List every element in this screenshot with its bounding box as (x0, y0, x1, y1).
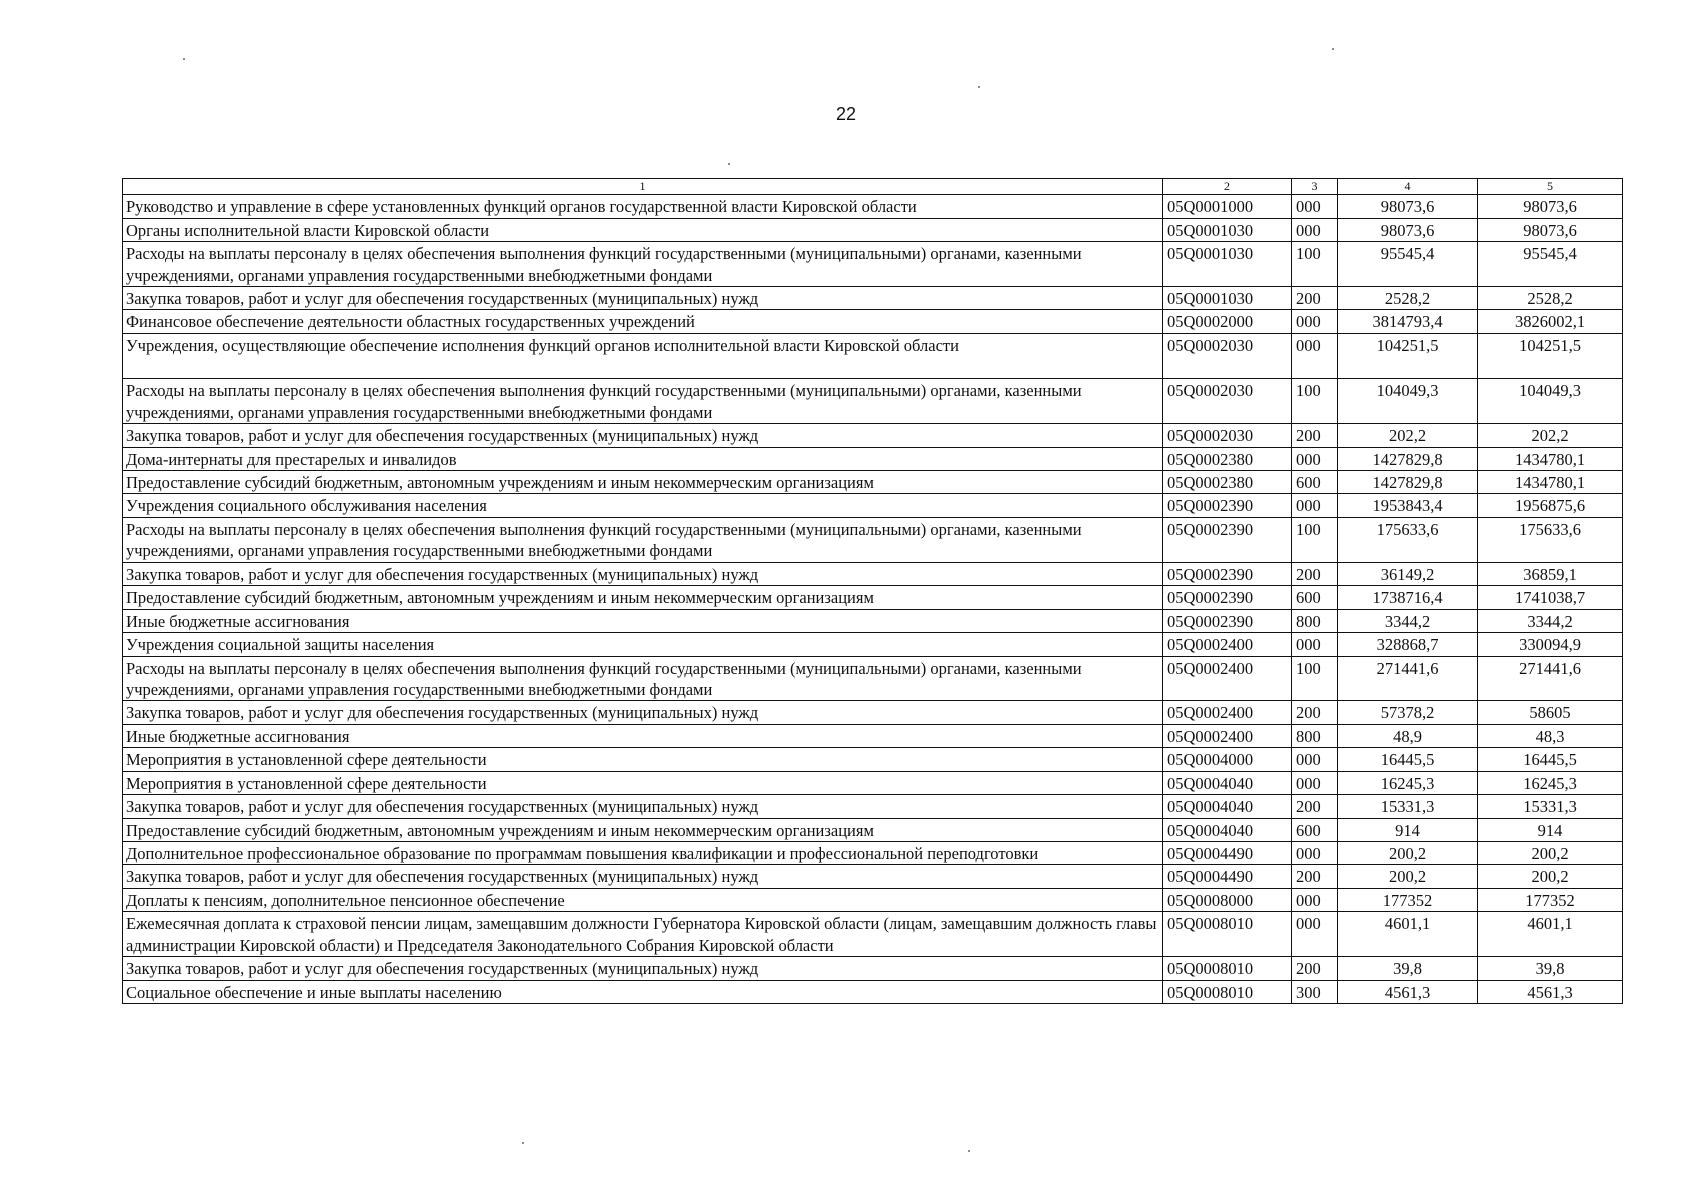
row-code-cell: 05Q0002400 (1163, 724, 1292, 747)
row-value-col4-cell: 177352 (1338, 888, 1478, 911)
column-header-2: 2 (1163, 179, 1292, 195)
row-name-cell: Закупка товаров, работ и услуг для обеспечения государственных (муниципальных) нужд (123, 424, 1163, 447)
row-value-col5-cell: 202,2 (1478, 424, 1623, 447)
scan-speck (183, 58, 185, 60)
row-name-cell: Иные бюджетные ассигнования (123, 609, 1163, 632)
row-value-col4-cell: 36149,2 (1338, 562, 1478, 585)
row-name-cell: Руководство и управление в сфере установленных функций органов государственной власти Кировской области (123, 195, 1163, 218)
row-name-cell: Расходы на выплаты персоналу в целях обеспечения выполнения функций государственными (муниципальными) органами, казенными учреждениями, органами управления государственными внебюджетными фондами (123, 242, 1163, 287)
row-value-col4-cell: 1738716,4 (1338, 586, 1478, 609)
row-value-col5-cell: 58605 (1478, 701, 1623, 724)
scan-speck (968, 1150, 970, 1152)
row-value-col4-cell: 271441,6 (1338, 656, 1478, 701)
row-value-col4-cell: 328868,7 (1338, 633, 1478, 656)
row-value-col4-cell: 200,2 (1338, 842, 1478, 865)
row-code-cell: 05Q0008000 (1163, 888, 1292, 911)
row-expense-type-cell: 200 (1292, 701, 1338, 724)
row-value-col4-cell: 914 (1338, 818, 1478, 841)
row-name-cell: Закупка товаров, работ и услуг для обеспечения государственных (муниципальных) нужд (123, 865, 1163, 888)
scan-speck (728, 163, 730, 165)
row-value-col4-cell: 16445,5 (1338, 748, 1478, 771)
table-row (123, 912, 1623, 957)
table-row (123, 494, 1623, 517)
row-code-cell: 05Q0002400 (1163, 656, 1292, 701)
table-row (123, 633, 1623, 656)
row-value-col5-cell: 914 (1478, 818, 1623, 841)
row-name-cell: Ежемесячная доплата к страховой пенсии лицам, замещавшим должности Губернатора Кировской области (лицам, замещавшим должность главы администрации Кировской области) и Председателя Законодательного Собрания Кировской области (123, 912, 1163, 957)
row-code-cell: 05Q0001030 (1163, 242, 1292, 287)
row-code-cell: 05Q0002400 (1163, 701, 1292, 724)
row-value-col5-cell: 2528,2 (1478, 286, 1623, 309)
row-value-col4-cell: 104049,3 (1338, 379, 1478, 424)
scan-speck (522, 1142, 524, 1144)
row-expense-type-cell: 300 (1292, 980, 1338, 1003)
row-value-col5-cell: 4601,1 (1478, 912, 1623, 957)
row-value-col4-cell: 57378,2 (1338, 701, 1478, 724)
row-expense-type-cell: 200 (1292, 795, 1338, 818)
row-code-cell: 05Q0008010 (1163, 980, 1292, 1003)
row-value-col4-cell: 1427829,8 (1338, 471, 1478, 494)
table-row (123, 888, 1623, 911)
table-row (123, 865, 1623, 888)
row-code-cell: 05Q0002390 (1163, 494, 1292, 517)
table-row (123, 379, 1623, 424)
row-code-cell: 05Q0002390 (1163, 562, 1292, 585)
table-body (123, 195, 1623, 1004)
row-expense-type-cell: 000 (1292, 842, 1338, 865)
budget-table (122, 178, 1623, 1004)
row-value-col4-cell: 95545,4 (1338, 242, 1478, 287)
row-value-col5-cell: 177352 (1478, 888, 1623, 911)
row-code-cell: 05Q0008010 (1163, 957, 1292, 980)
row-name-cell: Закупка товаров, работ и услуг для обеспечения государственных (муниципальных) нужд (123, 701, 1163, 724)
row-expense-type-cell: 100 (1292, 379, 1338, 424)
row-code-cell: 05Q0002380 (1163, 471, 1292, 494)
row-name-cell: Закупка товаров, работ и услуг для обеспечения государственных (муниципальных) нужд (123, 795, 1163, 818)
row-expense-type-cell: 000 (1292, 447, 1338, 470)
row-expense-type-cell: 000 (1292, 218, 1338, 241)
row-value-col5-cell: 200,2 (1478, 865, 1623, 888)
table-header-row (123, 179, 1623, 195)
table-row (123, 286, 1623, 309)
row-code-cell: 05Q0002030 (1163, 333, 1292, 378)
row-value-col5-cell: 39,8 (1478, 957, 1623, 980)
row-expense-type-cell: 000 (1292, 195, 1338, 218)
table-row (123, 609, 1623, 632)
table-row (123, 218, 1623, 241)
row-expense-type-cell: 100 (1292, 517, 1338, 562)
table-row (123, 957, 1623, 980)
row-value-col4-cell: 202,2 (1338, 424, 1478, 447)
row-code-cell: 05Q0002390 (1163, 586, 1292, 609)
row-value-col4-cell: 1953843,4 (1338, 494, 1478, 517)
row-name-cell: Предоставление субсидий бюджетным, автономным учреждениям и иным некоммерческим организациям (123, 818, 1163, 841)
table-row (123, 701, 1623, 724)
row-value-col5-cell: 330094,9 (1478, 633, 1623, 656)
table-row (123, 656, 1623, 701)
row-value-col5-cell: 271441,6 (1478, 656, 1623, 701)
row-value-col4-cell: 104251,5 (1338, 333, 1478, 378)
table-row (123, 586, 1623, 609)
row-name-cell: Дома-интернаты для престарелых и инвалидов (123, 447, 1163, 470)
row-value-col4-cell: 175633,6 (1338, 517, 1478, 562)
row-expense-type-cell: 600 (1292, 586, 1338, 609)
row-expense-type-cell: 200 (1292, 424, 1338, 447)
row-value-col5-cell: 1434780,1 (1478, 471, 1623, 494)
row-code-cell: 05Q0001000 (1163, 195, 1292, 218)
row-expense-type-cell: 100 (1292, 242, 1338, 287)
row-value-col4-cell: 4561,3 (1338, 980, 1478, 1003)
row-name-cell: Иные бюджетные ассигнования (123, 724, 1163, 747)
row-value-col4-cell: 2528,2 (1338, 286, 1478, 309)
table-row (123, 447, 1623, 470)
scan-speck (978, 86, 980, 88)
row-value-col5-cell: 16445,5 (1478, 748, 1623, 771)
row-expense-type-cell: 200 (1292, 286, 1338, 309)
row-code-cell: 05Q0004040 (1163, 771, 1292, 794)
row-name-cell: Закупка товаров, работ и услуг для обеспечения государственных (муниципальных) нужд (123, 957, 1163, 980)
row-code-cell: 05Q0004490 (1163, 865, 1292, 888)
table-row (123, 310, 1623, 333)
row-value-col5-cell: 95545,4 (1478, 242, 1623, 287)
row-code-cell: 05Q0002400 (1163, 633, 1292, 656)
row-expense-type-cell: 000 (1292, 333, 1338, 378)
table-row (123, 771, 1623, 794)
row-name-cell: Финансовое обеспечение деятельности областных государственных учреждений (123, 310, 1163, 333)
row-expense-type-cell: 600 (1292, 818, 1338, 841)
column-header-5: 5 (1478, 179, 1623, 195)
row-name-cell: Учреждения, осуществляющие обеспечение исполнения функций органов исполнительной власти Кировской области (123, 333, 1163, 378)
table-row (123, 517, 1623, 562)
table-row (123, 724, 1623, 747)
row-code-cell: 05Q0008010 (1163, 912, 1292, 957)
row-value-col4-cell: 4601,1 (1338, 912, 1478, 957)
table-row (123, 748, 1623, 771)
row-value-col4-cell: 200,2 (1338, 865, 1478, 888)
row-expense-type-cell: 200 (1292, 562, 1338, 585)
row-name-cell: Предоставление субсидий бюджетным, автономным учреждениям и иным некоммерческим организациям (123, 586, 1163, 609)
row-expense-type-cell: 100 (1292, 656, 1338, 701)
row-expense-type-cell: 000 (1292, 310, 1338, 333)
row-name-cell: Дополнительное профессиональное образование по программам повышения квалификации и профессиональной переподготовки (123, 842, 1163, 865)
row-expense-type-cell: 800 (1292, 724, 1338, 747)
row-value-col5-cell: 48,3 (1478, 724, 1623, 747)
row-name-cell: Мероприятия в установленной сфере деятельности (123, 748, 1163, 771)
row-value-col4-cell: 3344,2 (1338, 609, 1478, 632)
row-code-cell: 05Q0004040 (1163, 795, 1292, 818)
row-value-col5-cell: 175633,6 (1478, 517, 1623, 562)
table-row (123, 333, 1623, 378)
column-header-3: 3 (1292, 179, 1338, 195)
row-name-cell: Расходы на выплаты персоналу в целях обеспечения выполнения функций государственными (муниципальными) органами, казенными учреждениями, органами управления государственными внебюджетными фондами (123, 379, 1163, 424)
row-code-cell: 05Q0002380 (1163, 447, 1292, 470)
row-expense-type-cell: 000 (1292, 888, 1338, 911)
row-value-col5-cell: 1434780,1 (1478, 447, 1623, 470)
table-row (123, 842, 1623, 865)
row-code-cell: 05Q0002030 (1163, 424, 1292, 447)
table-row (123, 471, 1623, 494)
row-name-cell: Учреждения социальной защиты населения (123, 633, 1163, 656)
row-value-col5-cell: 98073,6 (1478, 195, 1623, 218)
row-value-col5-cell: 16245,3 (1478, 771, 1623, 794)
column-header-4: 4 (1338, 179, 1478, 195)
row-code-cell: 05Q0002390 (1163, 609, 1292, 632)
row-name-cell: Органы исполнительной власти Кировской области (123, 218, 1163, 241)
row-name-cell: Закупка товаров, работ и услуг для обеспечения государственных (муниципальных) нужд (123, 286, 1163, 309)
row-value-col5-cell: 36859,1 (1478, 562, 1623, 585)
row-code-cell: 05Q0004490 (1163, 842, 1292, 865)
row-value-col5-cell: 98073,6 (1478, 218, 1623, 241)
scan-speck (1332, 48, 1334, 50)
row-expense-type-cell: 800 (1292, 609, 1338, 632)
row-expense-type-cell: 000 (1292, 633, 1338, 656)
row-value-col4-cell: 16245,3 (1338, 771, 1478, 794)
row-name-cell: Расходы на выплаты персоналу в целях обеспечения выполнения функций государственными (муниципальными) органами, казенными учреждениями, органами управления государственными внебюджетными фондами (123, 656, 1163, 701)
row-value-col5-cell: 15331,3 (1478, 795, 1623, 818)
row-code-cell: 05Q0002000 (1163, 310, 1292, 333)
row-value-col5-cell: 1741038,7 (1478, 586, 1623, 609)
row-expense-type-cell: 000 (1292, 771, 1338, 794)
row-value-col5-cell: 4561,3 (1478, 980, 1623, 1003)
row-expense-type-cell: 600 (1292, 471, 1338, 494)
row-name-cell: Предоставление субсидий бюджетным, автономным учреждениям и иным некоммерческим организациям (123, 471, 1163, 494)
table-row (123, 980, 1623, 1003)
table-row (123, 195, 1623, 218)
row-name-cell: Учреждения социального обслуживания населения (123, 494, 1163, 517)
page-number: 22 (835, 104, 857, 124)
row-value-col5-cell: 104049,3 (1478, 379, 1623, 424)
row-name-cell: Мероприятия в установленной сфере деятельности (123, 771, 1163, 794)
row-value-col5-cell: 1956875,6 (1478, 494, 1623, 517)
table-row (123, 424, 1623, 447)
row-value-col4-cell: 48,9 (1338, 724, 1478, 747)
row-value-col5-cell: 200,2 (1478, 842, 1623, 865)
table-row (123, 562, 1623, 585)
row-expense-type-cell: 000 (1292, 494, 1338, 517)
table-row (123, 795, 1623, 818)
row-value-col4-cell: 98073,6 (1338, 218, 1478, 241)
row-code-cell: 05Q0001030 (1163, 286, 1292, 309)
row-value-col5-cell: 3344,2 (1478, 609, 1623, 632)
table-row (123, 242, 1623, 287)
row-value-col4-cell: 15331,3 (1338, 795, 1478, 818)
row-expense-type-cell: 000 (1292, 912, 1338, 957)
row-code-cell: 05Q0002030 (1163, 379, 1292, 424)
row-code-cell: 05Q0002390 (1163, 517, 1292, 562)
table-row (123, 818, 1623, 841)
row-code-cell: 05Q0001030 (1163, 218, 1292, 241)
row-expense-type-cell: 200 (1292, 957, 1338, 980)
row-value-col4-cell: 98073,6 (1338, 195, 1478, 218)
row-code-cell: 05Q0004040 (1163, 818, 1292, 841)
row-name-cell: Расходы на выплаты персоналу в целях обеспечения выполнения функций государственными (муниципальными) органами, казенными учреждениями, органами управления государственными внебюджетными фондами (123, 517, 1163, 562)
column-header-1: 1 (123, 179, 1163, 195)
row-value-col4-cell: 39,8 (1338, 957, 1478, 980)
row-name-cell: Социальное обеспечение и иные выплаты населению (123, 980, 1163, 1003)
row-expense-type-cell: 000 (1292, 748, 1338, 771)
row-name-cell: Закупка товаров, работ и услуг для обеспечения государственных (муниципальных) нужд (123, 562, 1163, 585)
row-name-cell: Доплаты к пенсиям, дополнительное пенсионное обеспечение (123, 888, 1163, 911)
row-value-col5-cell: 104251,5 (1478, 333, 1623, 378)
row-value-col5-cell: 3826002,1 (1478, 310, 1623, 333)
row-expense-type-cell: 200 (1292, 865, 1338, 888)
row-code-cell: 05Q0004000 (1163, 748, 1292, 771)
row-value-col4-cell: 3814793,4 (1338, 310, 1478, 333)
row-value-col4-cell: 1427829,8 (1338, 447, 1478, 470)
